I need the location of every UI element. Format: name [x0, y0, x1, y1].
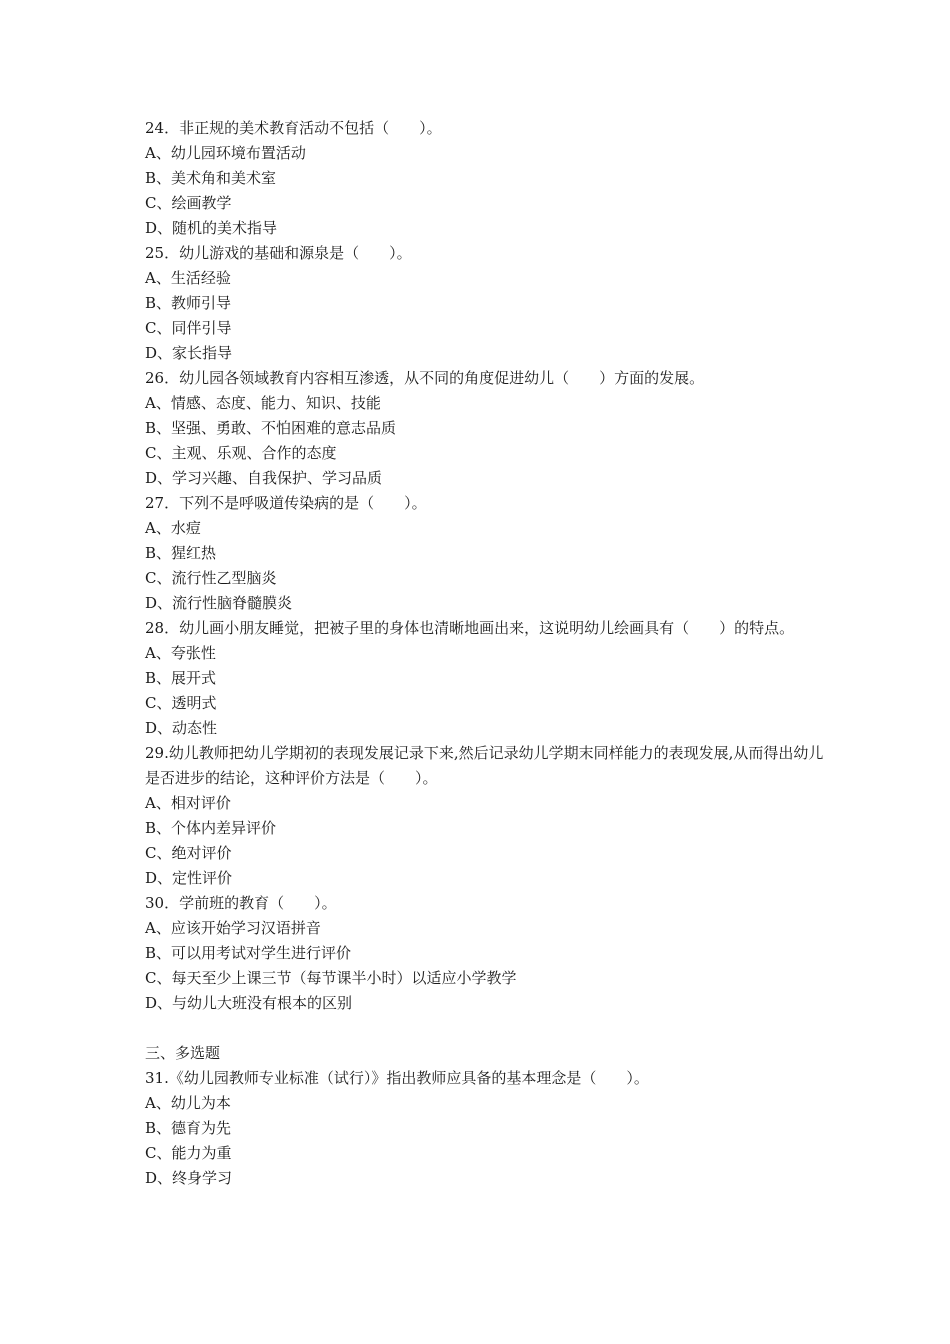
section-title: 三、多选题 — [145, 1044, 221, 1062]
question-stem: 28．幼儿画小朋友睡觉，把被子里的身体也清晰地画出来，这说明幼儿绘画具有（ ）的特点。 — [145, 619, 795, 637]
option-a: A、夸张性 — [145, 644, 216, 662]
option-d: D、学习兴趣、自我保护、学习品质 — [145, 469, 383, 487]
question-stem: 26．幼儿园各领域教育内容相互渗透，从不同的角度促进幼儿（ ）方面的发展。 — [145, 369, 705, 387]
question-stem: 29.幼儿教师把幼儿学期初的表现发展记录下来,然后记录幼儿学期末同样能力的表现发展,从而得出幼儿是否进步的结论，这种评价方法是（ ）。 — [145, 744, 824, 787]
option-d: D、随机的美术指导 — [145, 219, 278, 237]
option-d: D、与幼儿大班没有根本的区别 — [145, 994, 353, 1012]
question-stem: 27．下列不是呼吸道传染病的是（ ）。 — [145, 494, 427, 512]
question-stem: 24．非正规的美术教育活动不包括（ ）。 — [145, 119, 442, 137]
question-stem: 31.《幼儿园教师专业标准（试行）》指出教师应具备的基本理念是（ ）。 — [145, 1069, 649, 1087]
option-b: B、美术角和美术室 — [145, 169, 277, 187]
option-a: A、情感、态度、能力、知识、技能 — [145, 394, 381, 412]
option-c: C、每天至少上课三节（每节课半小时）以适应小学教学 — [145, 969, 517, 987]
question-stem: 30．学前班的教育（ ）。 — [145, 894, 337, 912]
option-d: D、定性评价 — [145, 869, 233, 887]
option-a: A、应该开始学习汉语拼音 — [145, 919, 321, 937]
option-a: A、幼儿为本 — [145, 1094, 231, 1112]
option-d: D、动态性 — [145, 719, 218, 737]
option-a: A、水痘 — [145, 519, 201, 537]
question-stem: 25．幼儿游戏的基础和源泉是（ ）。 — [145, 244, 412, 262]
option-c: C、能力为重 — [145, 1144, 232, 1162]
document-page — [145, 116, 825, 1191]
option-b: B、教师引导 — [145, 294, 232, 312]
option-a: A、生活经验 — [145, 269, 231, 287]
option-a: A、相对评价 — [145, 794, 231, 812]
option-c: C、流行性乙型脑炎 — [145, 569, 277, 587]
option-d: D、流行性脑脊髓膜炎 — [145, 594, 293, 612]
option-b: B、猩红热 — [145, 544, 217, 562]
option-b: B、可以用考试对学生进行评价 — [145, 944, 352, 962]
option-c: C、绘画教学 — [145, 194, 232, 212]
section-spacer — [145, 1016, 825, 1041]
option-c: C、主观、乐观、合作的态度 — [145, 444, 337, 462]
option-b: B、展开式 — [145, 669, 217, 687]
option-d: D、终身学习 — [145, 1169, 233, 1187]
option-b: B、坚强、勇敢、不怕困难的意志品质 — [145, 419, 397, 437]
option-c: C、透明式 — [145, 694, 217, 712]
option-c: C、绝对评价 — [145, 844, 232, 862]
option-b: B、德育为先 — [145, 1119, 232, 1137]
option-d: D、家长指导 — [145, 344, 233, 362]
option-c: C、同伴引导 — [145, 319, 232, 337]
option-a: A、幼儿园环境布置活动 — [145, 144, 306, 162]
option-b: B、个体内差异评价 — [145, 819, 277, 837]
